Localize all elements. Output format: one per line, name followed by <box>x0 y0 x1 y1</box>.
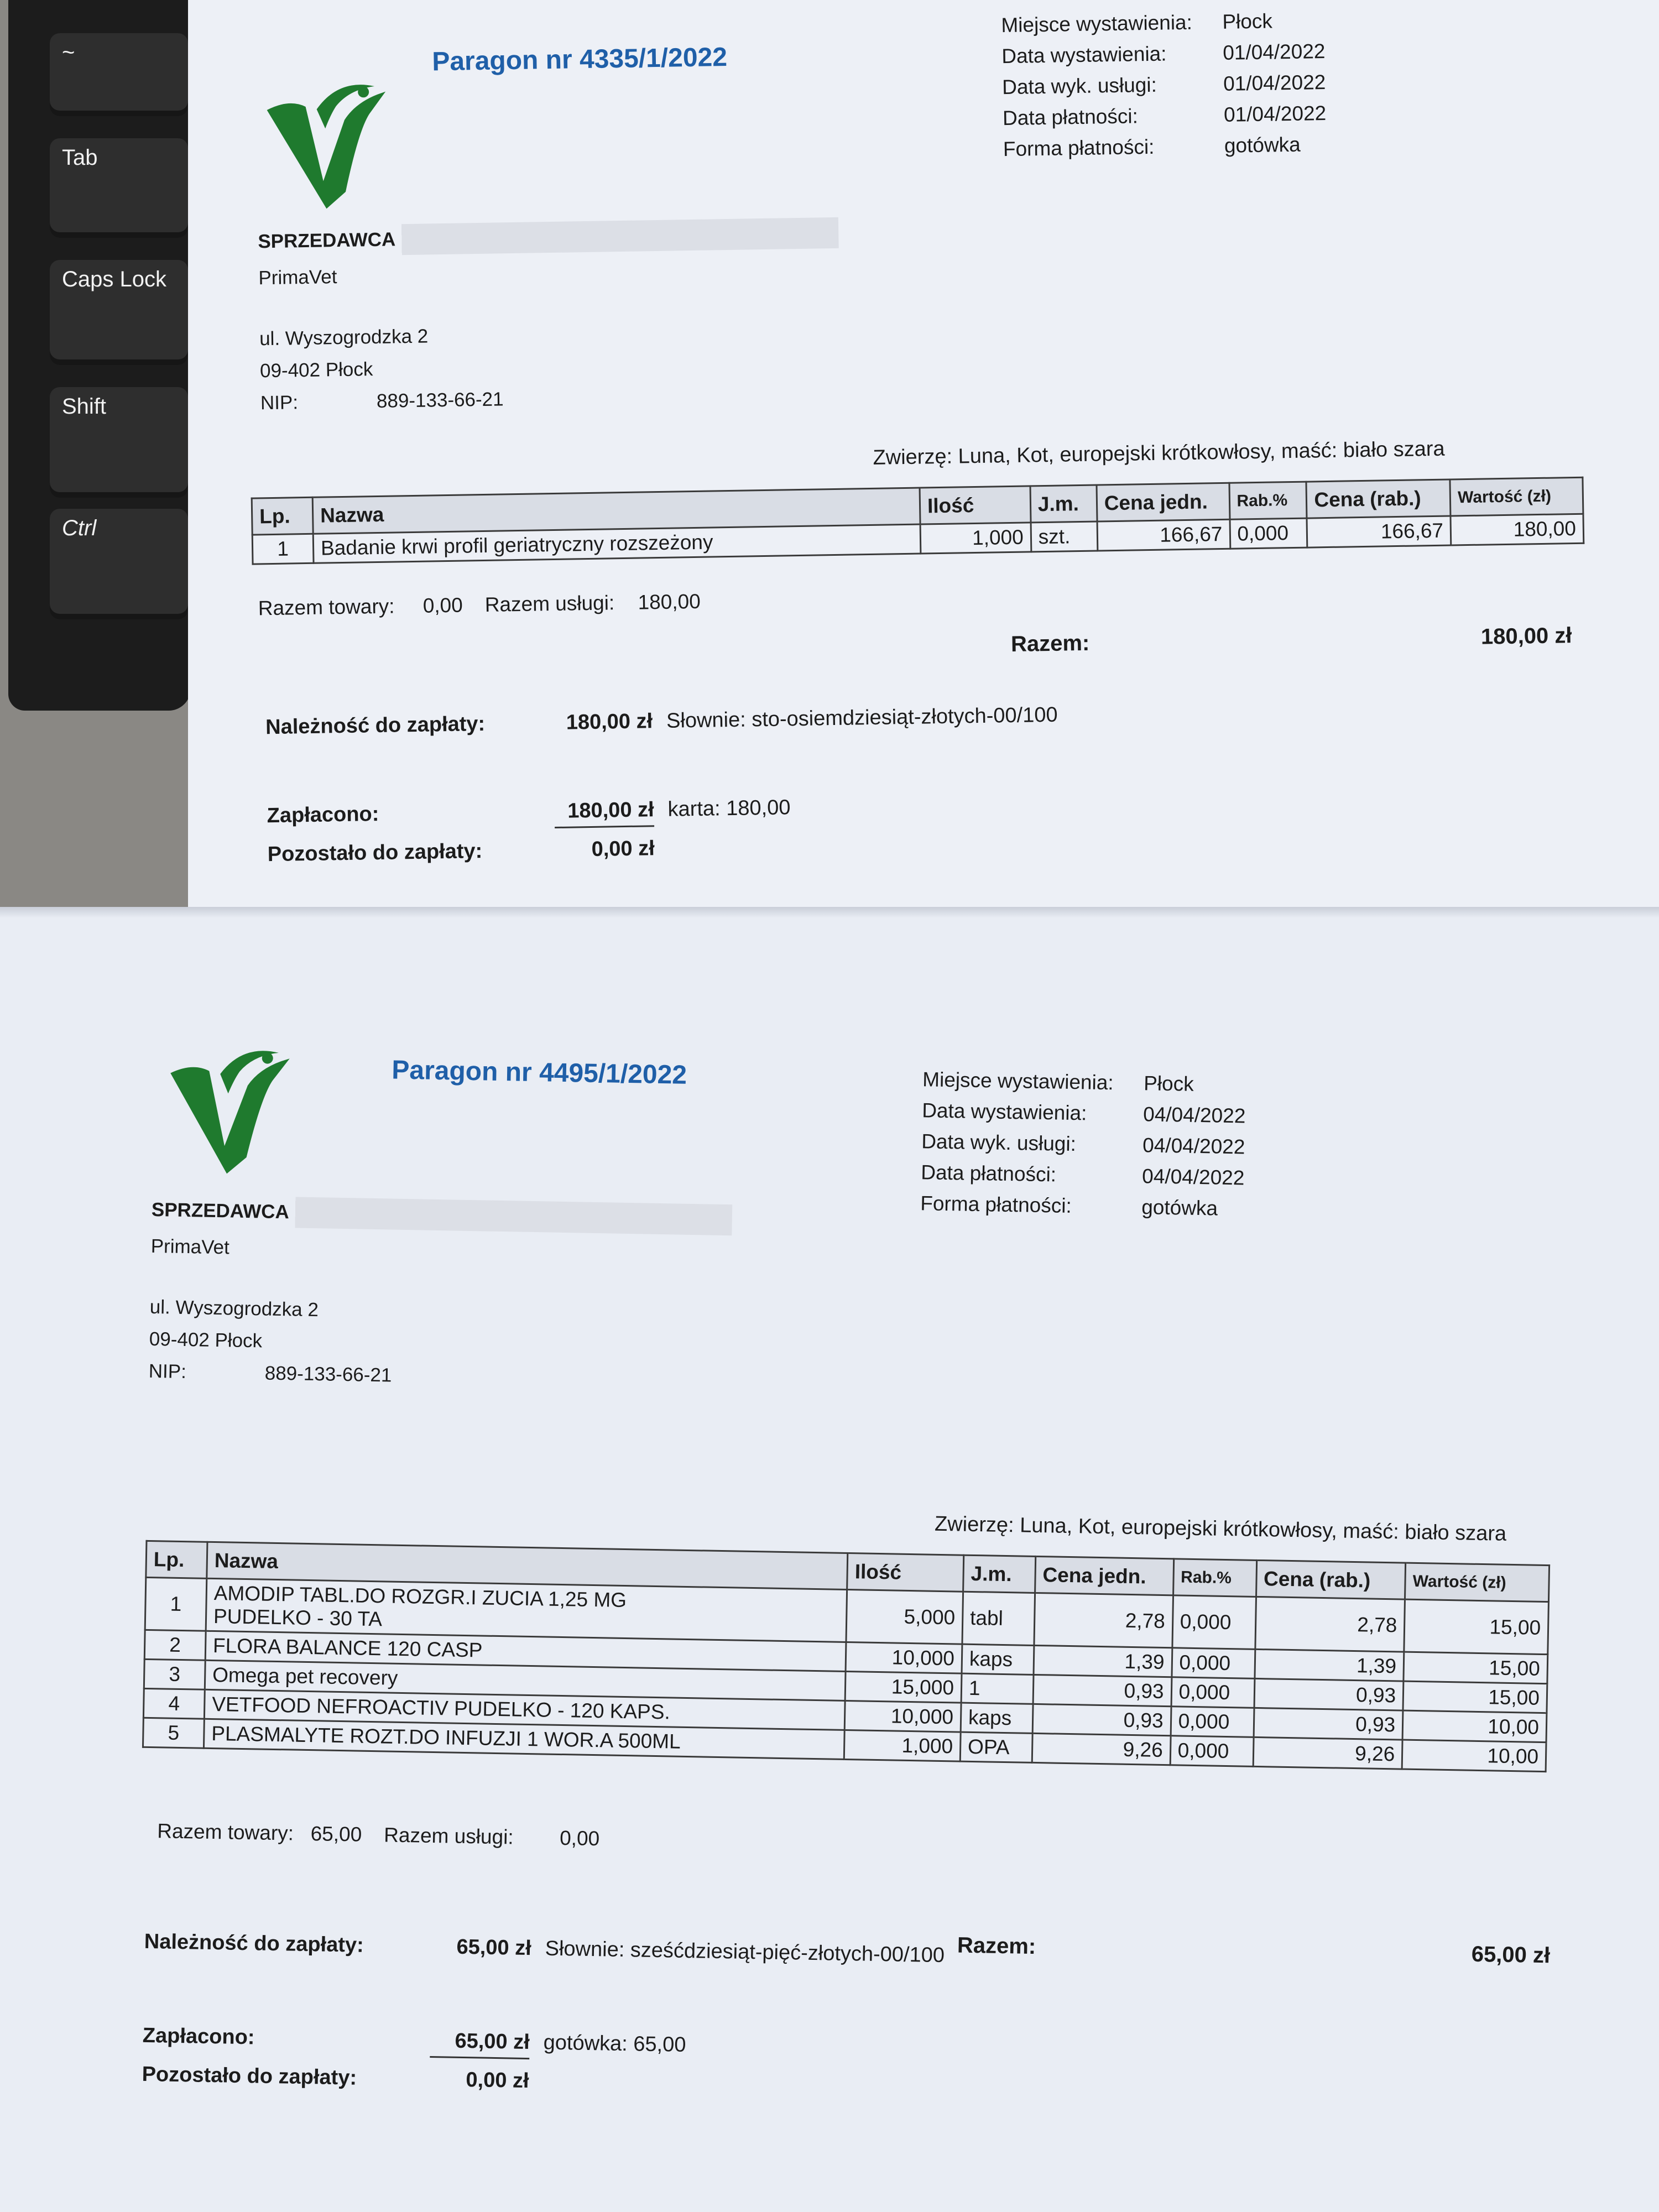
meta-row <box>1002 67 1326 103</box>
items-table <box>251 477 1585 565</box>
meta-row <box>922 1064 1246 1100</box>
remaining-row <box>267 834 791 881</box>
goods-label: Razem towary: <box>156 1819 294 1845</box>
remaining-value: 0,00 zł <box>591 837 655 861</box>
cell-discount: 0,000 <box>1172 1648 1255 1679</box>
meta-label: Miejsce wystawienia: <box>922 1068 1114 1094</box>
col-unit: J.m. <box>1030 485 1097 523</box>
receipt-title: Paragon nr 4495/1/2022 <box>391 1055 687 1090</box>
cell-discount: 0,000 <box>1171 1707 1254 1738</box>
paid-label: Zapłacono: <box>142 2023 255 2049</box>
col-qty: Ilość <box>920 486 1031 524</box>
services-label: Razem usługi: <box>383 1823 514 1849</box>
col-price-discounted: Cena (rab.) <box>1256 1560 1406 1599</box>
key-tab: Tab <box>50 138 188 238</box>
paid-label: Zapłacono: <box>267 802 379 828</box>
col-value: Wartość (zł) <box>1405 1563 1550 1602</box>
seller-city: 09-402 Płock <box>149 1328 263 1352</box>
meta-label: Data wystawienia: <box>921 1099 1087 1125</box>
receipt-1 <box>232 0 1584 901</box>
cell-lp: 2 <box>144 1630 206 1660</box>
meta-value: 01/04/2022 <box>1222 39 1326 64</box>
keyboard <box>8 0 191 711</box>
cell-lp: 4 <box>143 1688 205 1719</box>
subtotals <box>258 590 701 620</box>
cell-lp: 5 <box>143 1718 204 1748</box>
goods-label: Razem towary: <box>258 594 395 620</box>
meta-label: Data wyk. usługi: <box>921 1130 1077 1156</box>
cell-price-discounted: 166,67 <box>1307 516 1451 547</box>
paid-value: 180,00 zł <box>554 798 654 828</box>
due-value: 180,00 zł <box>566 709 653 734</box>
cell-value: 15,00 <box>1403 1681 1547 1713</box>
cell-name: Omega pet recovery <box>205 1660 846 1700</box>
cell-qty: 15,000 <box>845 1671 962 1703</box>
meta-label: Forma płatności: <box>1003 135 1155 161</box>
receipt-title: Paragon nr 4335/1/2022 <box>431 42 728 77</box>
seller-block <box>148 1194 732 1392</box>
cell-price-discounted: 0,93 <box>1254 1708 1404 1740</box>
meta-value: Płock <box>1143 1072 1194 1095</box>
cell-name: Badanie krwi profil geriatryczny rozszeżony <box>313 524 921 563</box>
cell-unit: 1 <box>961 1673 1034 1704</box>
nip-value: 889-133-66-21 <box>376 388 504 412</box>
cell-discount: 0,000 <box>1171 1677 1255 1708</box>
meta-label: Forma płatności: <box>920 1192 1072 1217</box>
cell-price: 2,78 <box>1034 1593 1173 1647</box>
services-label: Razem usługi: <box>484 591 615 616</box>
meta-value: 01/04/2022 <box>1223 70 1326 95</box>
cell-name: FLORA BALANCE 120 CASP <box>205 1631 846 1671</box>
cell-discount: 0,000 <box>1230 518 1308 549</box>
meta-value: Płock <box>1222 9 1273 33</box>
key-ctrl: Ctrl <box>50 509 188 619</box>
col-lp: Lp. <box>252 497 313 535</box>
col-unit: J.m. <box>963 1555 1036 1593</box>
key-tilde: ~ <box>50 33 188 116</box>
paid-method: karta: 180,00 <box>667 796 791 821</box>
nip-label: NIP: <box>260 392 299 414</box>
seller-nip <box>260 383 841 414</box>
meta-row <box>1001 36 1326 72</box>
cell-unit: szt. <box>1031 521 1098 552</box>
meta-label: Data płatności: <box>1002 105 1139 130</box>
cell-unit: kaps <box>961 1703 1033 1733</box>
due-label: Należność do zapłaty: <box>265 712 486 739</box>
due-in-words: Słownie: sześćdziesiąt-pięć-złotych-00/100 <box>545 1937 945 1968</box>
meta-label: Data wystawienia: <box>1001 42 1167 68</box>
goods-value: 65,00 <box>310 1822 362 1846</box>
nip-value: 889-133-66-21 <box>264 1362 392 1386</box>
cell-price: 0,93 <box>1032 1704 1171 1735</box>
col-price-discounted: Cena (rab.) <box>1306 479 1451 518</box>
meta-value: 04/04/2022 <box>1141 1165 1245 1190</box>
cell-price: 166,67 <box>1097 519 1230 551</box>
meta-row <box>1003 98 1327 134</box>
total-value: 180,00 zł <box>1480 623 1572 649</box>
col-name: Nazwa <box>207 1542 848 1589</box>
cell-price: 1,39 <box>1034 1645 1172 1677</box>
paid-value: 65,00 zł <box>430 2029 530 2059</box>
seller-heading: SPRZEDAWCA <box>151 1194 732 1235</box>
cell-value: 10,00 <box>1402 1740 1546 1772</box>
col-lp: Lp. <box>146 1541 207 1578</box>
seller-heading: SPRZEDAWCA <box>258 217 839 257</box>
remaining-value: 0,00 zł <box>466 2068 529 2093</box>
col-discount: Rab.% <box>1229 482 1307 519</box>
seller-street: ul. Wyszogrodzka 2 <box>149 1296 319 1321</box>
cell-lp: 1 <box>145 1577 207 1631</box>
amount-due <box>144 1930 945 1968</box>
cell-value: 15,00 <box>1404 1599 1548 1655</box>
total-label: Razem: <box>957 1933 1036 1959</box>
receipt-meta <box>1001 5 1327 165</box>
seller-block <box>258 217 841 414</box>
cell-name: AMODIP TABL.DO ROZGR.I ZUCIA 1,25 MG PUDELKO - 30 TA <box>206 1578 847 1642</box>
seller-city: 09-402 Płock <box>259 358 373 382</box>
receipt-meta <box>920 1064 1246 1224</box>
cell-discount: 0,000 <box>1172 1595 1256 1650</box>
seller-name: PrimaVet <box>258 266 337 289</box>
cell-qty: 1,000 <box>844 1730 961 1761</box>
meta-row <box>920 1188 1244 1224</box>
cell-lp: 1 <box>252 534 314 564</box>
goods-value: 0,00 <box>422 593 463 617</box>
amount-due <box>265 703 1058 739</box>
cell-price-discounted: 0,93 <box>1254 1678 1404 1710</box>
meta-value: gotówka <box>1141 1196 1218 1220</box>
meta-value: 04/04/2022 <box>1142 1134 1245 1159</box>
remaining-label: Pozostało do zapłaty: <box>267 839 483 867</box>
key-caps-lock: Caps Lock <box>50 260 188 365</box>
col-qty: Ilość <box>847 1553 964 1592</box>
meta-row <box>1003 129 1327 165</box>
cell-name: VETFOOD NEFROACTIV PUDELKO - 120 KAPS. <box>204 1689 845 1730</box>
col-discount: Rab.% <box>1173 1559 1256 1597</box>
cell-value: 10,00 <box>1402 1710 1547 1743</box>
cell-value: 180,00 <box>1451 514 1584 545</box>
col-price: Cena jedn. <box>1035 1556 1173 1595</box>
due-in-words: Słownie: sto-osiemdziesiąt-złotych-00/100 <box>666 703 1058 733</box>
animal-info: Zwierzę: Luna, Kot, europejski krótkowłosy, maść: biało szara <box>873 437 1445 469</box>
cell-price-discounted: 1,39 <box>1254 1649 1404 1681</box>
subtotals <box>157 1819 600 1850</box>
meta-value: 01/04/2022 <box>1223 101 1327 126</box>
meta-row <box>1001 5 1325 41</box>
total-label: Razem: <box>1010 630 1090 657</box>
col-value: Wartość (zł) <box>1450 477 1583 516</box>
clinic-logo-icon <box>158 1040 304 1186</box>
meta-label: Miejsce wystawienia: <box>1001 11 1193 37</box>
cell-price: 0,93 <box>1033 1674 1172 1706</box>
cell-unit: OPA <box>960 1732 1032 1762</box>
col-price: Cena jedn. <box>1097 483 1230 521</box>
cell-discount: 0,000 <box>1170 1736 1254 1767</box>
cell-qty: 5,000 <box>846 1590 963 1645</box>
meta-value: 04/04/2022 <box>1142 1103 1246 1128</box>
cell-unit: tabl <box>962 1592 1035 1645</box>
nip-label: NIP: <box>148 1360 187 1383</box>
cell-price-discounted: 9,26 <box>1253 1737 1403 1769</box>
seller-name: PrimaVet <box>150 1235 230 1259</box>
paid-method: gotówka: 65,00 <box>543 2031 686 2057</box>
cell-value: 15,00 <box>1404 1652 1548 1684</box>
key-shift: Shift <box>50 387 188 498</box>
cell-price-discounted: 2,78 <box>1255 1597 1405 1652</box>
meta-row <box>922 1095 1246 1131</box>
meta-value: gotówka <box>1224 133 1301 157</box>
cell-unit: kaps <box>962 1644 1034 1674</box>
cell-name: PLASMALYTE ROZT.DO INFUZJI 1 WOR.A 500ML <box>204 1719 844 1759</box>
cell-qty: 10,000 <box>844 1700 961 1732</box>
seller-nip <box>148 1360 729 1392</box>
meta-row <box>921 1157 1245 1193</box>
items-table <box>142 1540 1550 1772</box>
meta-label: Data wyk. usługi: <box>1001 73 1157 99</box>
cell-price: 9,26 <box>1032 1733 1171 1765</box>
meta-row <box>921 1126 1245 1162</box>
seller-street: ul. Wyszogrodzka 2 <box>259 325 429 350</box>
due-label: Należność do zapłaty: <box>144 1929 364 1957</box>
payment-block <box>267 796 791 881</box>
clinic-logo-icon <box>255 75 401 221</box>
col-name: Nazwa <box>312 488 920 534</box>
services-value: 180,00 <box>638 589 701 614</box>
animal-info: Zwierzę: Luna, Kot, europejski krótkowłosy, maść: biało szara <box>934 1512 1507 1546</box>
cell-lp: 3 <box>144 1659 205 1689</box>
cell-qty: 1,000 <box>920 523 1031 554</box>
total-value: 65,00 zł <box>1471 1942 1551 1968</box>
remaining-label: Pozostało do zapłaty: <box>142 2062 357 2090</box>
receipt-2 <box>135 1018 1593 2182</box>
meta-label: Data płatności: <box>920 1161 1057 1186</box>
cell-qty: 10,000 <box>846 1642 962 1673</box>
services-value: 0,00 <box>559 1827 600 1850</box>
payment-block <box>142 2024 686 2111</box>
due-value: 65,00 zł <box>456 1935 532 1960</box>
